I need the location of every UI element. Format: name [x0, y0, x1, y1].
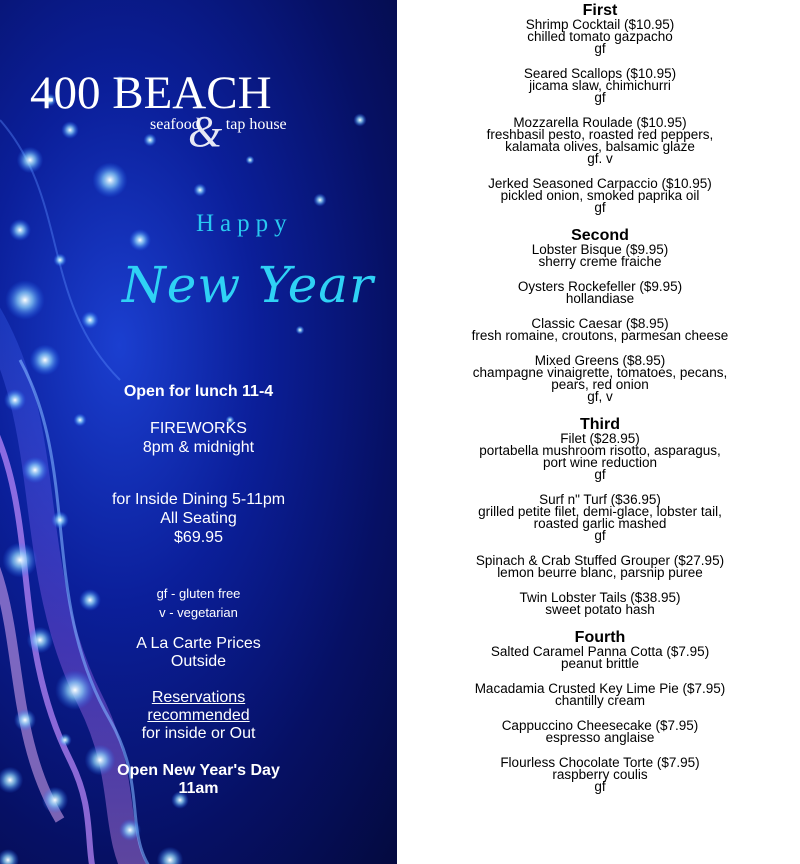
new-years-day-line1: Open New Year's Day [117, 762, 280, 779]
menu-item [400, 281, 800, 305]
section-title-fourth: Fourth [574, 629, 626, 646]
sparkle [313, 193, 326, 206]
menu-item-description: chantilly cream [554, 693, 646, 708]
section-title-third: Third [580, 416, 620, 433]
menu-item [400, 19, 800, 55]
menu-item-description: gf [594, 200, 606, 215]
alacarte-line1: A La Carte Prices [136, 635, 261, 652]
menu-item-description: sweet potato hash [545, 602, 655, 617]
menu-item-description: gf [594, 90, 606, 105]
menu-item-description: port wine reduction [542, 455, 658, 470]
section-title-first: First [582, 2, 618, 19]
menu-item-description: raspberry coulis [552, 767, 648, 782]
menu-item-description: gf [594, 41, 606, 56]
inside-dining-info [0, 490, 397, 547]
menu-item [400, 355, 800, 403]
new-year-heading: New Year [122, 256, 374, 314]
menu-item-description: portabella mushroom risotto, asparagus, [479, 443, 721, 458]
logo-tagline: seafood tap house [150, 116, 287, 133]
sparkle [0, 849, 19, 864]
menu-item-description: gf [594, 528, 606, 543]
menu-panel [400, 0, 800, 864]
reservations-line1: Reservations [151, 689, 246, 706]
menu-item [400, 720, 800, 744]
alacarte-info [0, 635, 397, 671]
dining-price: $69.95 [174, 529, 223, 546]
dining-hours: for Inside Dining 5-11pm [111, 491, 286, 508]
sparkle [119, 819, 141, 841]
sparkle [61, 121, 79, 139]
menu-item-description: jicama slaw, chimichurri [529, 78, 671, 93]
menu-item-description: sherry creme fraiche [538, 254, 662, 269]
menu-item [400, 318, 800, 342]
fireworks-info [0, 419, 397, 457]
menu-item-name: Twin Lobster Tails ($38.95) [519, 590, 681, 605]
menu-item-name: Surf n" Turf ($36.95) [539, 492, 661, 507]
sparkle [2, 542, 37, 577]
menu-item [400, 683, 800, 707]
sparkle [17, 147, 43, 173]
sparkle [53, 253, 66, 266]
menu-item [400, 592, 800, 616]
dining-seating: All Seating [160, 510, 237, 527]
sparkle [246, 156, 255, 165]
menu-item-name: Seared Scallops ($10.95) [523, 66, 677, 81]
sparkle [5, 280, 45, 320]
menu-item-name: Salted Caramel Panna Cotta ($7.95) [490, 644, 710, 659]
menu-item-description: lemon beurre blanc, parsnip puree [497, 565, 703, 580]
menu-item-name: Jerked Seasoned Carpaccio ($10.95) [488, 176, 712, 191]
sparkle [9, 219, 31, 241]
menu-item [400, 433, 800, 481]
menu-item [400, 646, 800, 670]
menu-item-name: Spinach & Crab Stuffed Grouper ($27.95) [475, 553, 725, 568]
fireworks-title: FIREWORKS [150, 420, 247, 437]
fireworks-times: 8pm & midnight [142, 439, 255, 456]
menu-item-description: gf [594, 779, 606, 794]
logo-title: 400 BEACH [30, 67, 272, 119]
menu-item [400, 178, 800, 214]
alacarte-line2: Outside [170, 653, 227, 670]
sparkle [353, 113, 366, 126]
legend-gluten-free: gf - gluten free [156, 586, 241, 601]
menu-item-description: gf [594, 467, 606, 482]
sparkle [22, 457, 48, 483]
logo-ampersand: & [188, 107, 223, 156]
menu-item-name: Filet ($28.95) [560, 431, 640, 446]
promo-panel [0, 0, 397, 864]
menu-item [400, 555, 800, 579]
menu-item-name: Mixed Greens ($8.95) [534, 353, 666, 368]
menu-item-name: Lobster Bisque ($9.95) [531, 242, 669, 257]
menu-item-name: Shrimp Cocktail ($10.95) [525, 17, 675, 32]
sparkle [296, 326, 305, 335]
sparkle [143, 133, 156, 146]
menu-item-name: Mozzarella Roulade ($10.95) [513, 115, 687, 130]
sparkle [92, 162, 127, 197]
menu-item [400, 68, 800, 104]
menu-item-description: gf, v [587, 389, 613, 404]
happy-heading: Happy [196, 210, 293, 237]
sparkle [193, 183, 206, 196]
menu-item-name: Oysters Rockefeller ($9.95) [517, 279, 683, 294]
diet-legend [0, 584, 397, 622]
menu-item-description: hollandiase [565, 291, 635, 306]
reservations-line2: recommended [147, 707, 250, 724]
sparkle [81, 311, 99, 329]
menu-item-name: Flourless Chocolate Torte ($7.95) [500, 755, 700, 770]
menu-item-description: champagne vinaigrette, tomatoes, pecans, [472, 365, 728, 380]
menu-item [400, 244, 800, 268]
reservations-info [0, 689, 397, 743]
menu-item [400, 757, 800, 793]
menu-item-description: chilled tomato gazpacho [527, 29, 673, 44]
menu-item-description: grilled petite filet, demi-glace, lobster tail, [478, 504, 722, 519]
menu-item-description: espresso anglaise [545, 730, 655, 745]
reservations-line3: for inside or Out [141, 725, 256, 742]
section-title-second: Second [571, 227, 629, 244]
menu-item-name: Classic Caesar ($8.95) [531, 316, 669, 331]
sparkle [129, 229, 151, 251]
menu-item-description: fresh romaine, croutons, parmesan cheese [471, 328, 729, 343]
menu-item-description: roasted garlic mashed [533, 516, 667, 531]
menu-item-description: freshbasil pesto, roasted red peppers, [486, 127, 714, 142]
sparkle [30, 345, 61, 376]
menu-item [400, 117, 800, 165]
menu-item-name: Cappuccino Cheesecake ($7.95) [501, 718, 699, 733]
new-years-day-info [0, 762, 397, 798]
menu-item-description: kalamata olives, balsamic glaze [505, 139, 695, 154]
menu-item-description: peanut brittle [560, 656, 640, 671]
menu-item-description: gf. v [587, 151, 613, 166]
menu-item-description: pickled onion, smoked paprika oil [500, 188, 700, 203]
legend-vegetarian: v - vegetarian [159, 605, 238, 620]
menu-item [400, 494, 800, 542]
menu-item-name: Macadamia Crusted Key Lime Pie ($7.95) [474, 681, 726, 696]
menu-item-description: pears, red onion [551, 377, 649, 392]
lunch-hours: Open for lunch 11-4 [123, 383, 274, 400]
sparkle [157, 847, 183, 864]
new-years-day-line2: 11am [178, 780, 219, 797]
